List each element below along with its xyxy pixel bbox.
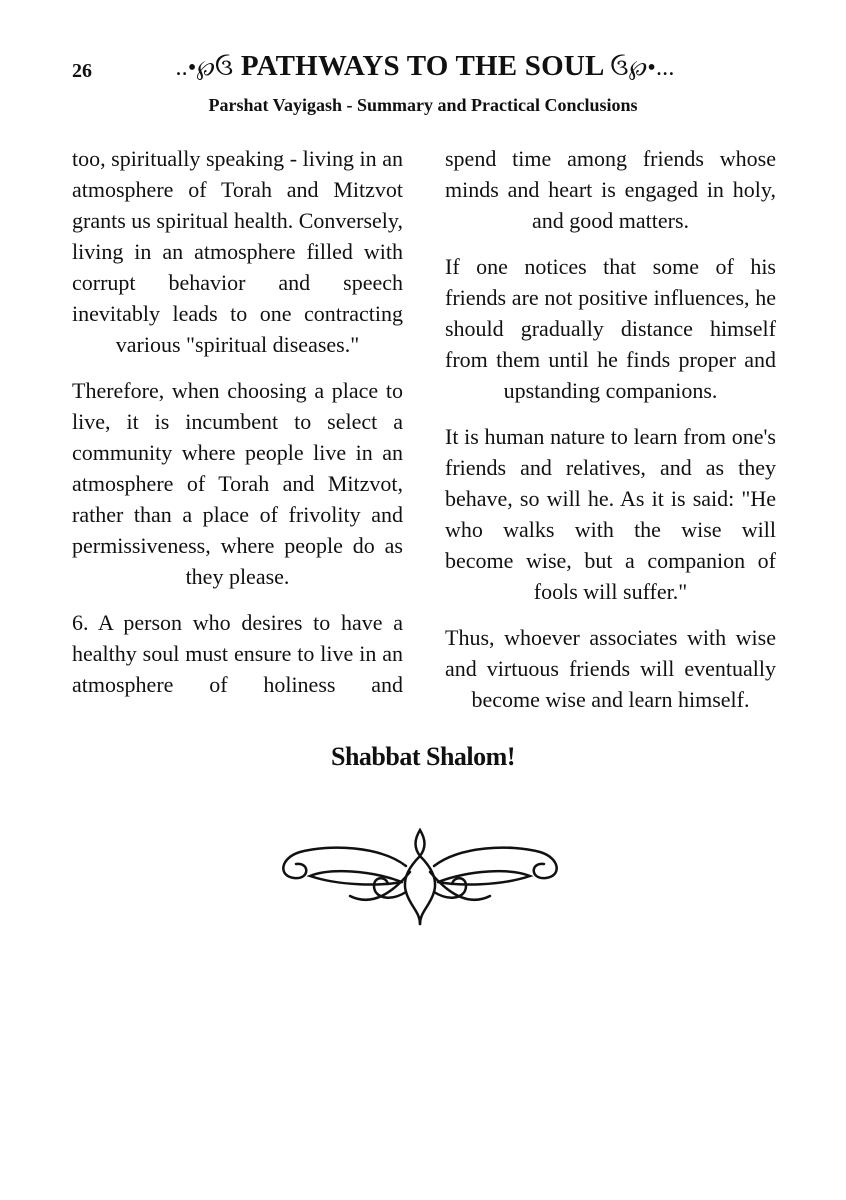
paragraph: It is human nature to learn from one's friends and relatives, and as they behave, so will he. As it is said: "He who walks with the wise will become wise, but a companion of fools will suffer." — [445, 424, 776, 604]
left-column — [72, 143, 403, 715]
paragraph: spend time among friends whose minds and heart is engaged in holy, and good matters. — [445, 146, 776, 233]
closing-greeting: Shabbat Shalom! — [331, 742, 515, 771]
ornament-right-icon: ઉ℘•... — [610, 55, 675, 81]
flourish-ornament-icon — [270, 826, 570, 930]
paragraph: Thus, whoever associates with wise and virtuous friends will eventually become wise and learn himself. — [445, 625, 776, 712]
paragraph: too, spiritually speaking - living in an atmosphere of Torah and Mitzvot grants us spiritual health. Conversely, living in an atmosphere filled with corrupt behavior and speech inevitably leads to one contracting various "spiritual diseases." — [72, 146, 403, 357]
paragraph: If one notices that some of his friends are not positive influences, he should gradually distance himself from them until he finds proper and upstanding companions. — [445, 254, 776, 403]
paragraph: 6. A person who desires to have a healthy soul must ensure to live in an atmosphere of holiness and — [72, 610, 403, 697]
paragraph: Therefore, when choosing a place to live, it is incumbent to select a community where people live in an atmosphere of Torah and Mitzvot, rather than a place of frivolity and permissiveness, where people do as they please. — [72, 378, 403, 589]
chapter-subtitle: Parshat Vayigash - Summary and Practical Conclusions — [208, 95, 638, 115]
page-number: 26 — [72, 60, 92, 82]
book-title: PATHWAYS TO THE SOUL — [240, 50, 603, 82]
right-column — [445, 143, 776, 730]
running-title — [130, 50, 720, 83]
ornament-left-icon: ..•℘ઉ — [175, 55, 234, 81]
